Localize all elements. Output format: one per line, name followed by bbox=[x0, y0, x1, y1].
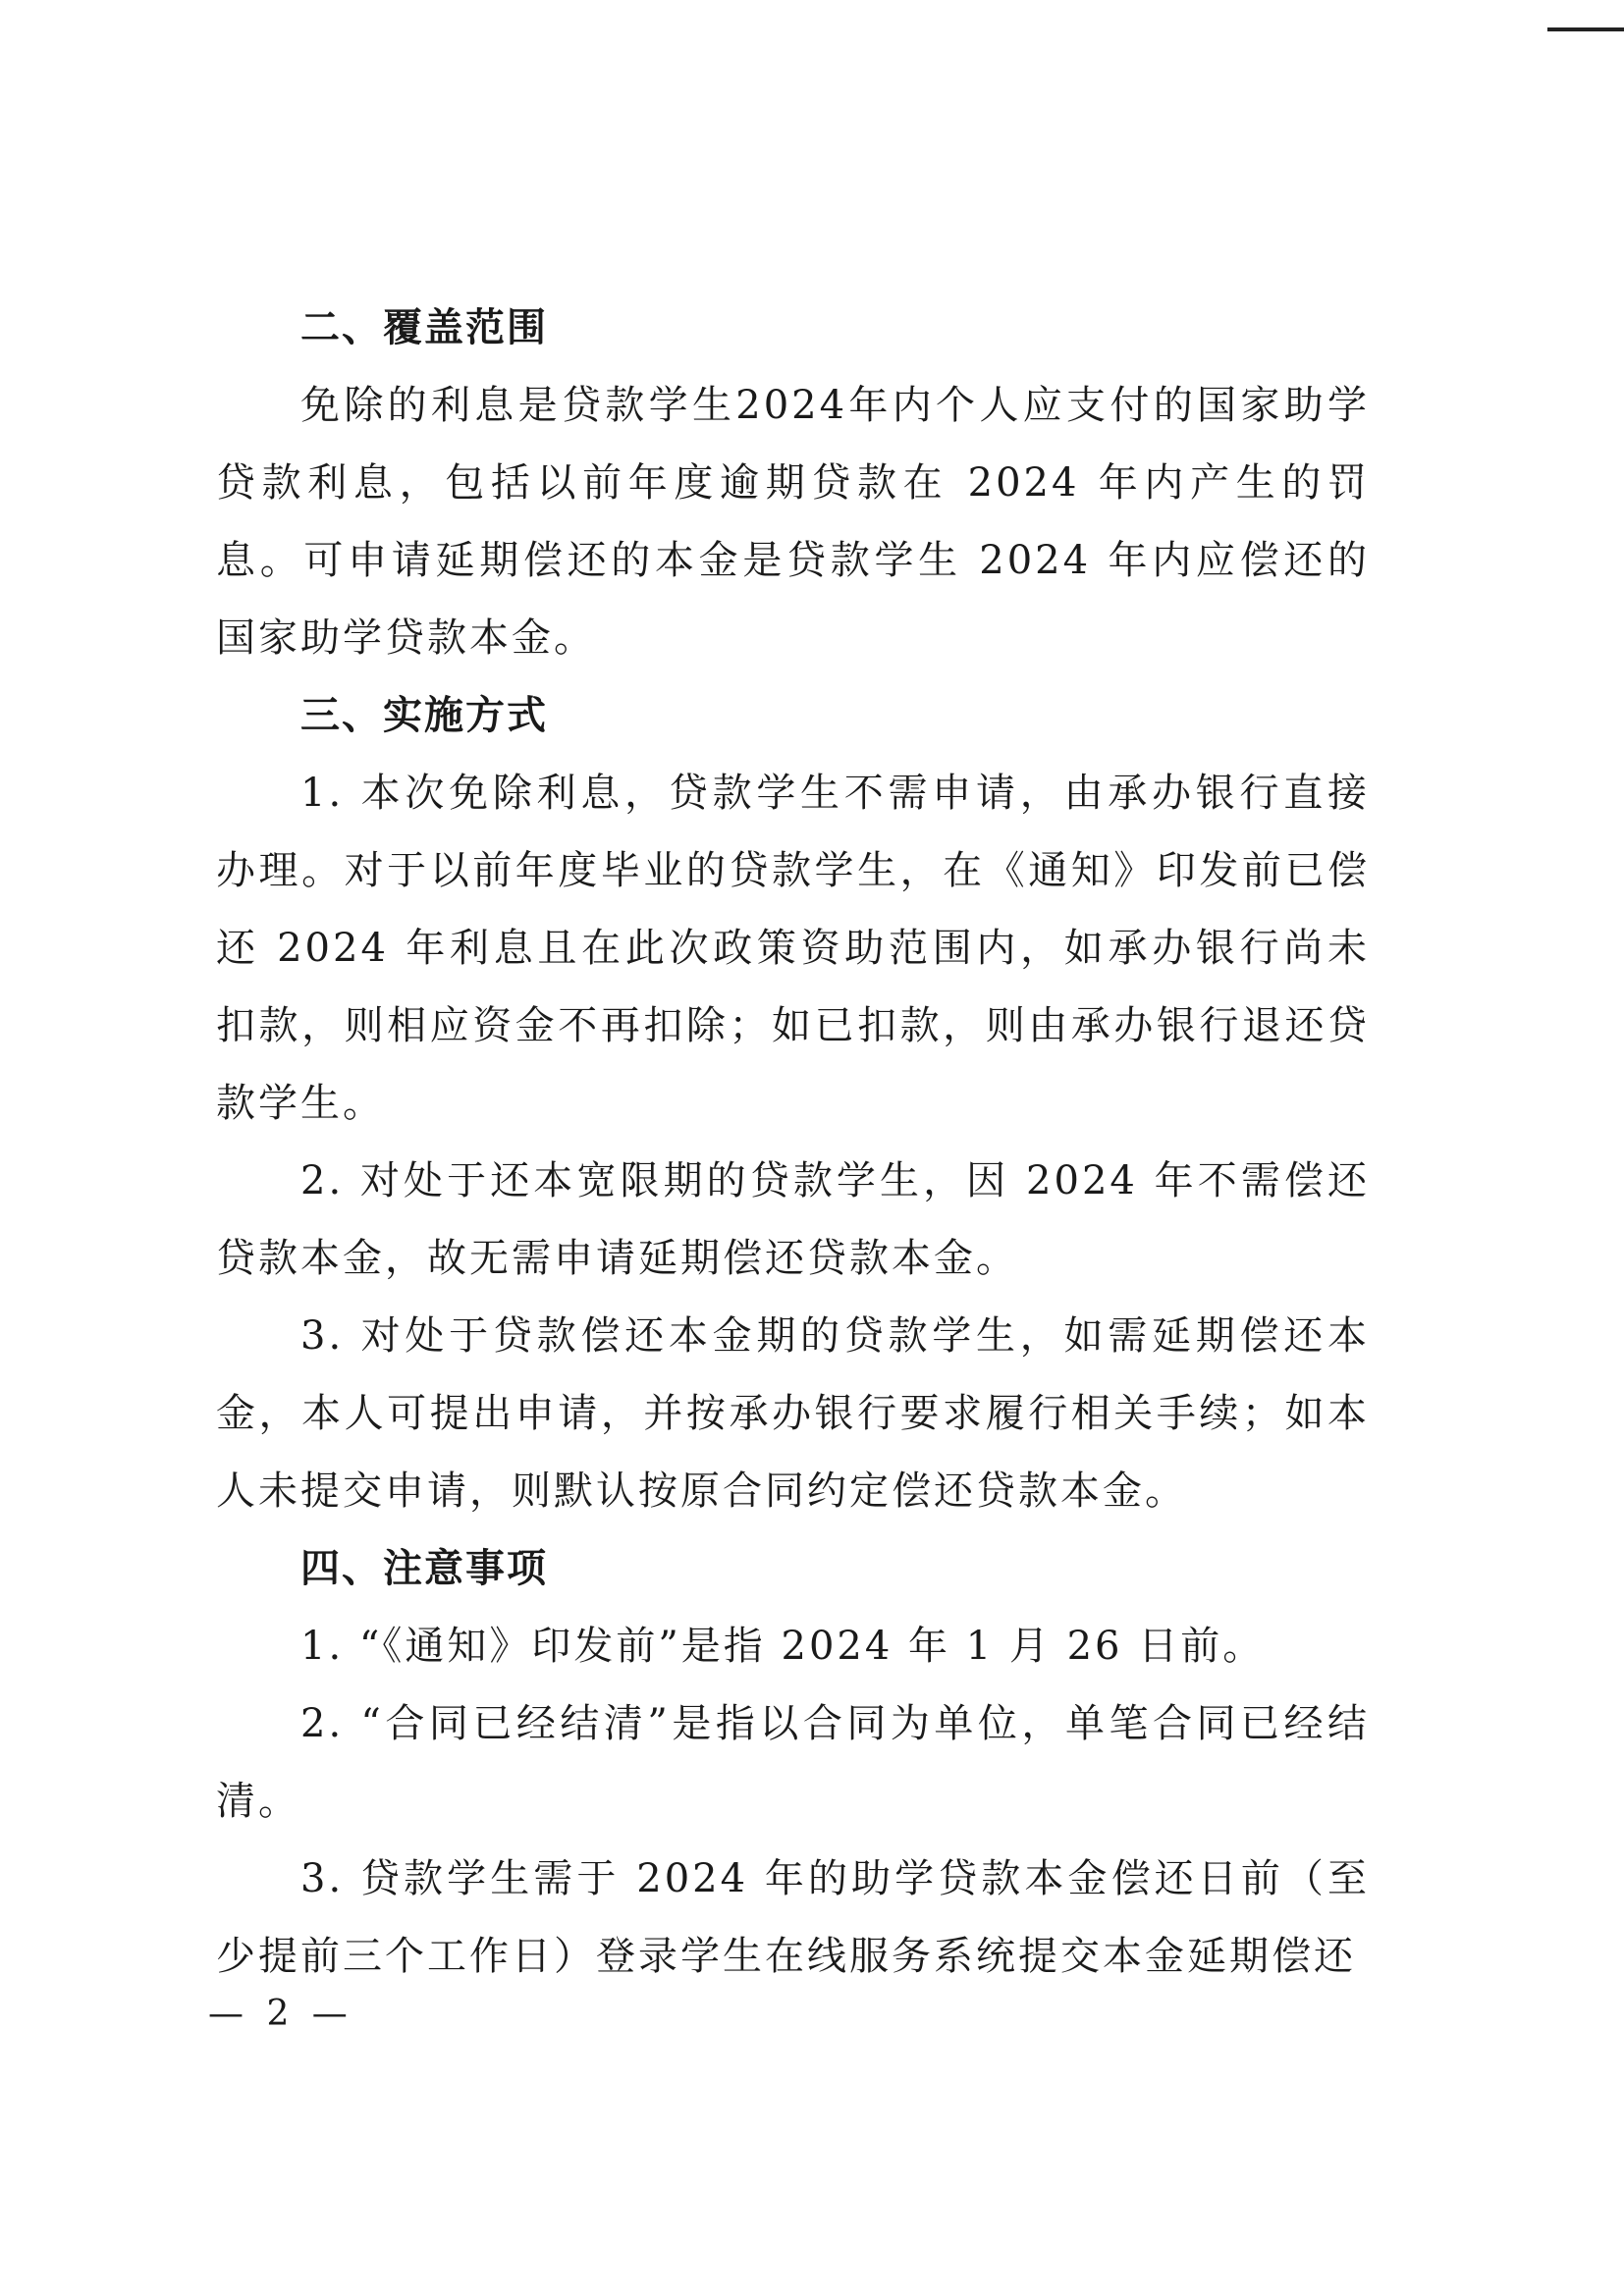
section-heading-coverage: 二、覆盖范围 bbox=[300, 305, 548, 350]
section-heading-implementation: 三、实施方式 bbox=[300, 693, 548, 738]
paragraph: 3. 贷款学生需于 2024 年的助学贷款本金偿还日前（至少提前三个工作日）登录学生在线服务系统提交本金延期偿还 bbox=[216, 1856, 1370, 1979]
paragraph: 1. 本次免除利息，贷款学生不需申请，由承办银行直接办理。对于以前年度毕业的贷款学生，在《通知》印发前已偿还 2024 年利息且在此次政策资助范围内，如承办银行尚未扣款，则相应资金不再扣除；如已扣款，则由承办银行退还贷款学生。 bbox=[216, 771, 1370, 1126]
page-number: — 2 — bbox=[208, 1994, 353, 2034]
document-body bbox=[216, 290, 1370, 1996]
paragraph: 3. 对处于贷款偿还本金期的贷款学生，如需延期偿还本金，本人可提出申请，并按承办银行要求履行相关手续；如本人未提交申请，则默认按原合同约定偿还贷款本金。 bbox=[216, 1313, 1370, 1514]
paragraph: 免除的利息是贷款学生2024年内个人应支付的国家助学贷款利息，包括以前年度逾期贷款在 2024 年内产生的罚息。可申请延期偿还的本金是贷款学生 2024 年内应偿还的国家助学贷款本金。 bbox=[216, 383, 1370, 661]
paragraph: 2. “合同已经结清”是指以合同为单位，单笔合同已经结清。 bbox=[216, 1701, 1370, 1824]
paragraph: 1. “《通知》印发前”是指 2024 年 1 月 26 日前。 bbox=[300, 1624, 1266, 1669]
section-heading-notes: 四、注意事项 bbox=[300, 1546, 548, 1591]
corner-mark bbox=[1547, 27, 1624, 31]
paragraph: 2. 对处于还本宽限期的贷款学生，因 2024 年不需偿还贷款本金，故无需申请延期偿还贷款本金。 bbox=[216, 1158, 1370, 1281]
